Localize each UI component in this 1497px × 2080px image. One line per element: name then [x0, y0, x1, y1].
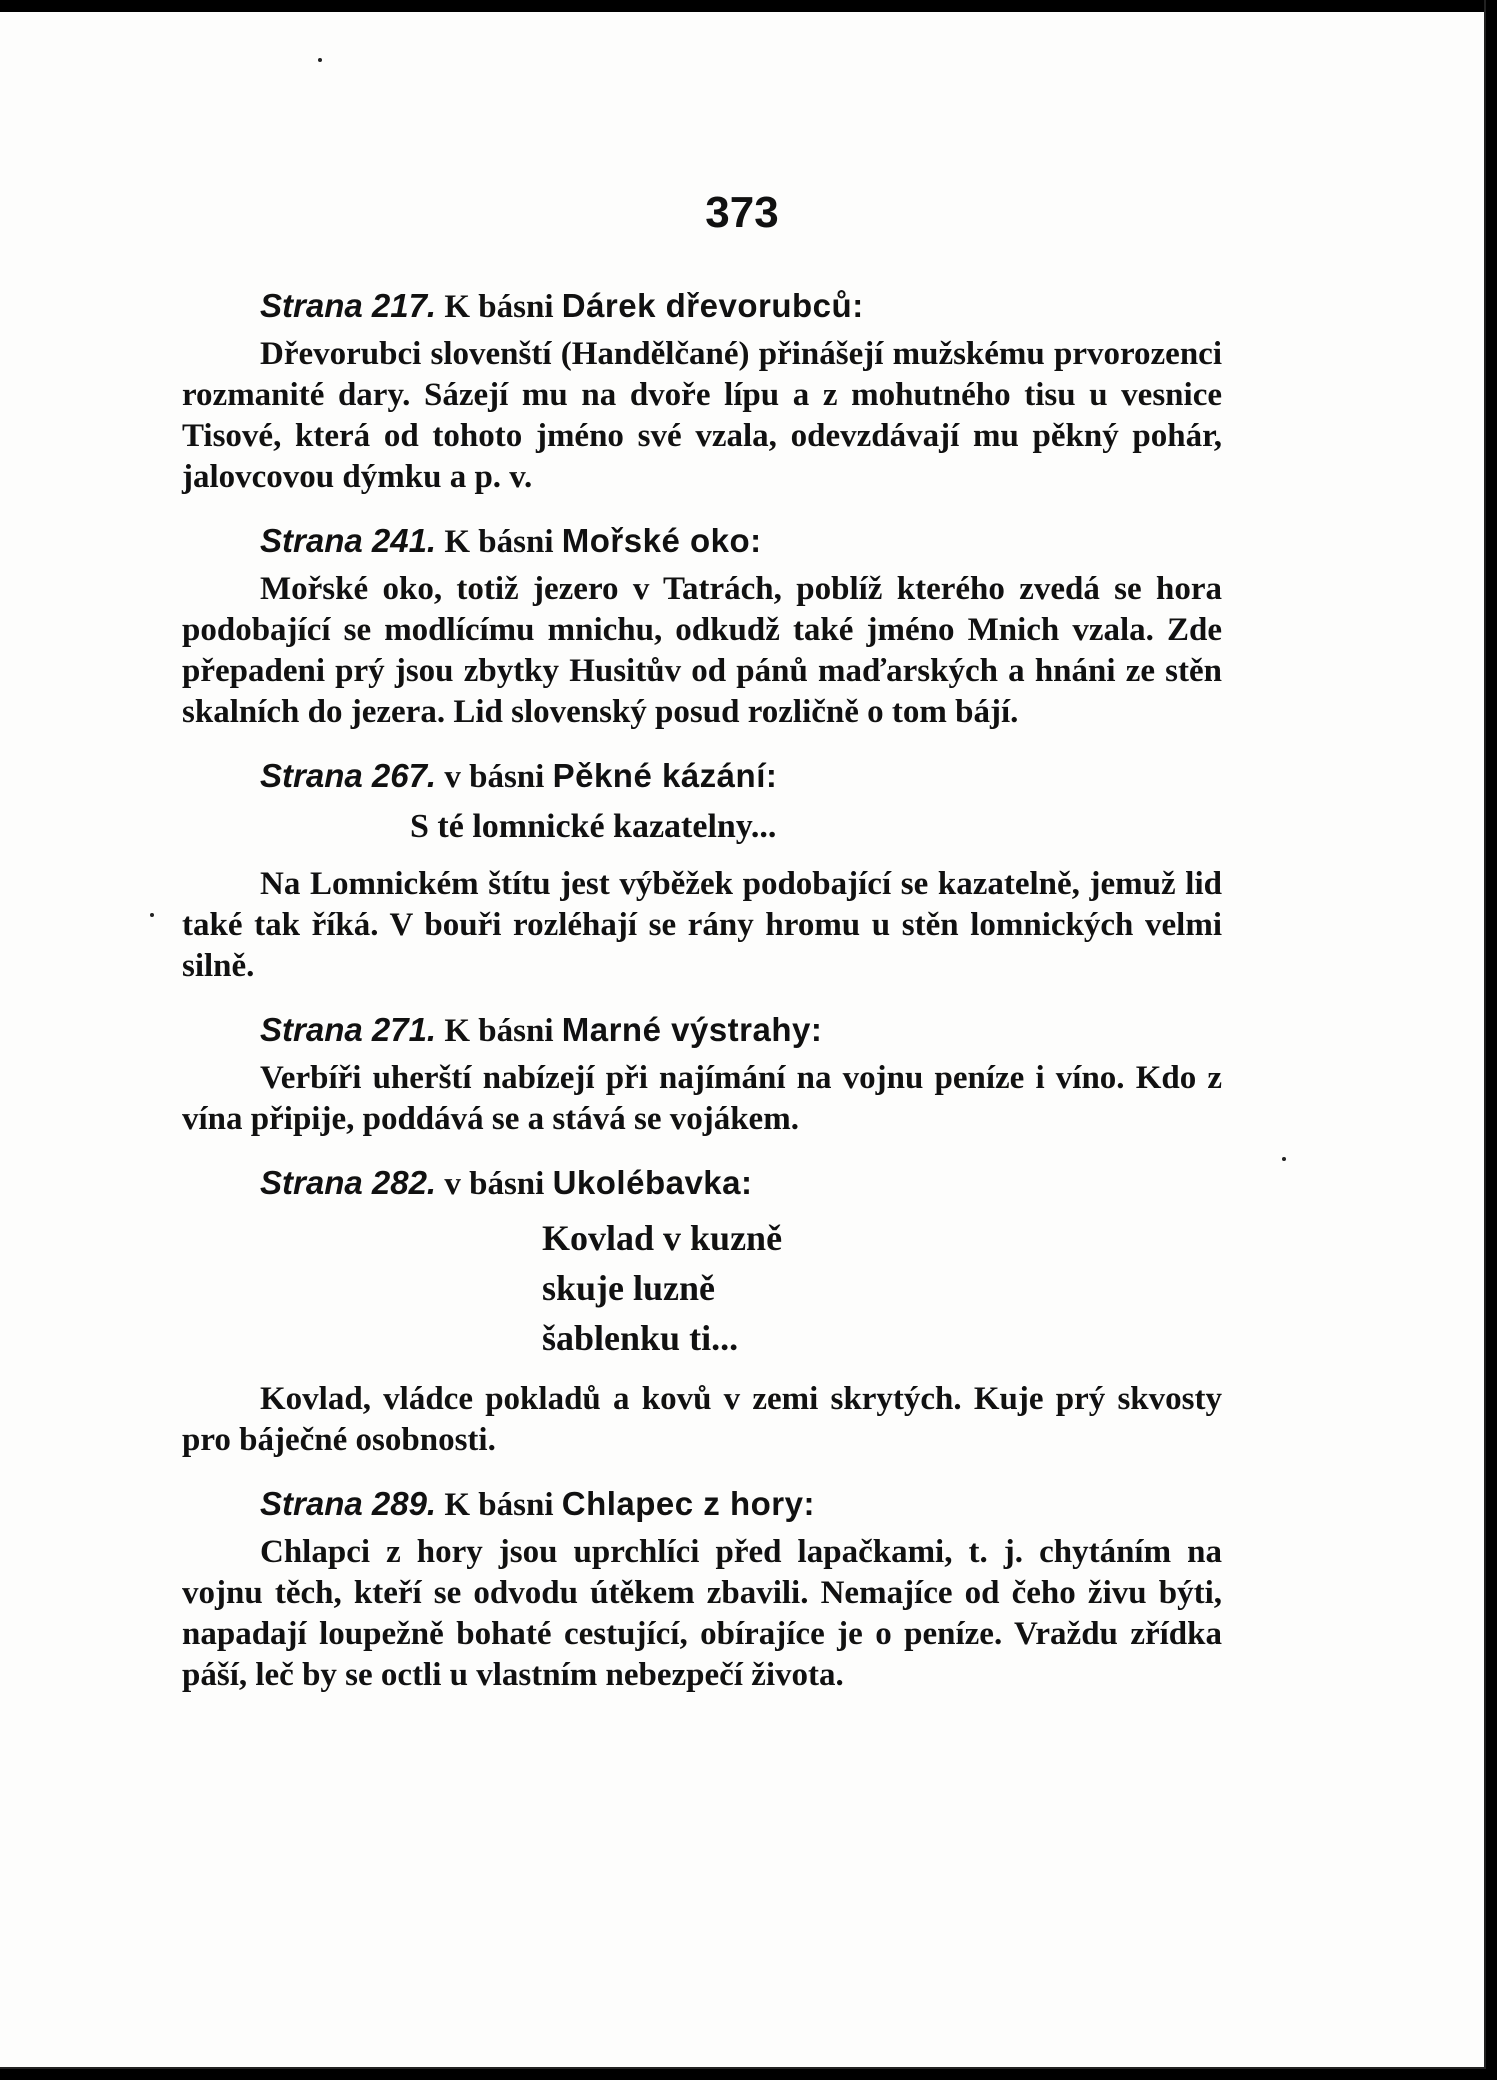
- note-page-ref: Strana 289.: [260, 1485, 437, 1522]
- note-text: Verbíři uherští nabízejí při najímání na vojnu peníze i víno. Kdo z vína připije, poddává se a stává se vojákem.: [182, 1060, 1222, 1137]
- note-intro: K básni: [444, 524, 554, 560]
- note-text: Kovlad, vládce pokladů a kovů v zemi skrytých. Kuje prý skvosty pro báječné osobnosti.: [182, 1381, 1222, 1458]
- note-heading: Strana 282. v básni Ukolébavka:: [260, 1164, 753, 1202]
- poem-line: skuje luzně: [542, 1268, 716, 1308]
- note-intro: K básni: [444, 1013, 554, 1049]
- note-intro: K básni: [444, 1487, 554, 1523]
- note-poem-title: Pěkné kázání: [552, 757, 766, 794]
- scan-top-edge: [0, 0, 1484, 12]
- note-poem-title: Dárek dřevorubců: [561, 287, 853, 324]
- note-poem-title: Ukolébavka: [552, 1164, 742, 1201]
- note-page-ref: Strana 217.: [260, 287, 437, 324]
- note-intro: v básni: [444, 759, 545, 795]
- note-quote: S té lomnické kazatelny...: [410, 808, 777, 845]
- note-text: Dřevorubci slovenští (Handělčané) přinášejí mužskému prvorozenci rozmanité dary. Sázejí mu na dvoře lípu a z mohutného tisu u vesnice Tisové, která od tohoto jméno své vzala, odevzdávají mu pěkný pohár, jalovcovou dýmku a p. v.: [182, 336, 1222, 495]
- note-intro: K básni: [444, 289, 554, 325]
- note-poem-excerpt: [542, 1213, 1222, 1363]
- note-heading: Strana 267. v básni Pěkné kázání:: [260, 757, 778, 795]
- note-heading: Strana 289. K básni Chlapec z hory:: [260, 1485, 815, 1523]
- note-poem-title: Marné výstrahy: [561, 1011, 811, 1048]
- note-heading: Strana 271. K básni Marné výstrahy:: [260, 1011, 823, 1049]
- note-page-ref: Strana 282.: [260, 1164, 437, 1201]
- poem-line: šablenku ti...: [542, 1318, 739, 1358]
- poem-line: Kovlad v kuzně: [542, 1218, 783, 1258]
- page-number: 373: [705, 188, 779, 237]
- note-poem-title: Chlapec z hory: [561, 1485, 804, 1522]
- note-page-ref: Strana 267.: [260, 757, 437, 794]
- note-page-ref: Strana 241.: [260, 522, 437, 559]
- notes-body: [182, 285, 1222, 1718]
- scan-speck: [318, 58, 322, 62]
- note-text: Mořské oko, totiž jezero v Tatrách, poblíž kterého zvedá se hora podobající se modlícímu mnichu, odkudž také jméno Mnich vzala. Zde přepadeni prý jsou zbytky Husitův od pánů maďarských a hnáni ze stěn skalních do jezera. Lid slovenský posud rozličně o tom bájí.: [182, 571, 1222, 730]
- note-heading: Strana 217. K básni Dárek dřevorubců:: [260, 287, 864, 325]
- note-text: Chlapci z hory jsou uprchlíci před lapačkami, t. j. chytáním na vojnu těch, kteří se odvodu útěkem zbavili. Nemajíce od čeho živu býti, napadají loupežně bohaté cestující, obírajíce je o peníze. Vraždu zřídka páší, leč by se octli u vlastním nebezpečí života.: [182, 1534, 1222, 1693]
- scan-speck: [150, 913, 154, 917]
- note-text: Na Lomnickém štítu jest výběžek podobající se kazatelně, jemuž lid také tak říká. V bouři rozléhají se rány hromu u stěn lomnických velmi silně.: [182, 866, 1222, 984]
- note-heading: Strana 241. K básni Mořské oko:: [260, 522, 762, 560]
- note-page-ref: Strana 271.: [260, 1011, 437, 1048]
- note-poem-title: Mořské oko: [561, 522, 751, 559]
- scan-speck: [1282, 1157, 1286, 1161]
- note-intro: v básni: [444, 1166, 545, 1202]
